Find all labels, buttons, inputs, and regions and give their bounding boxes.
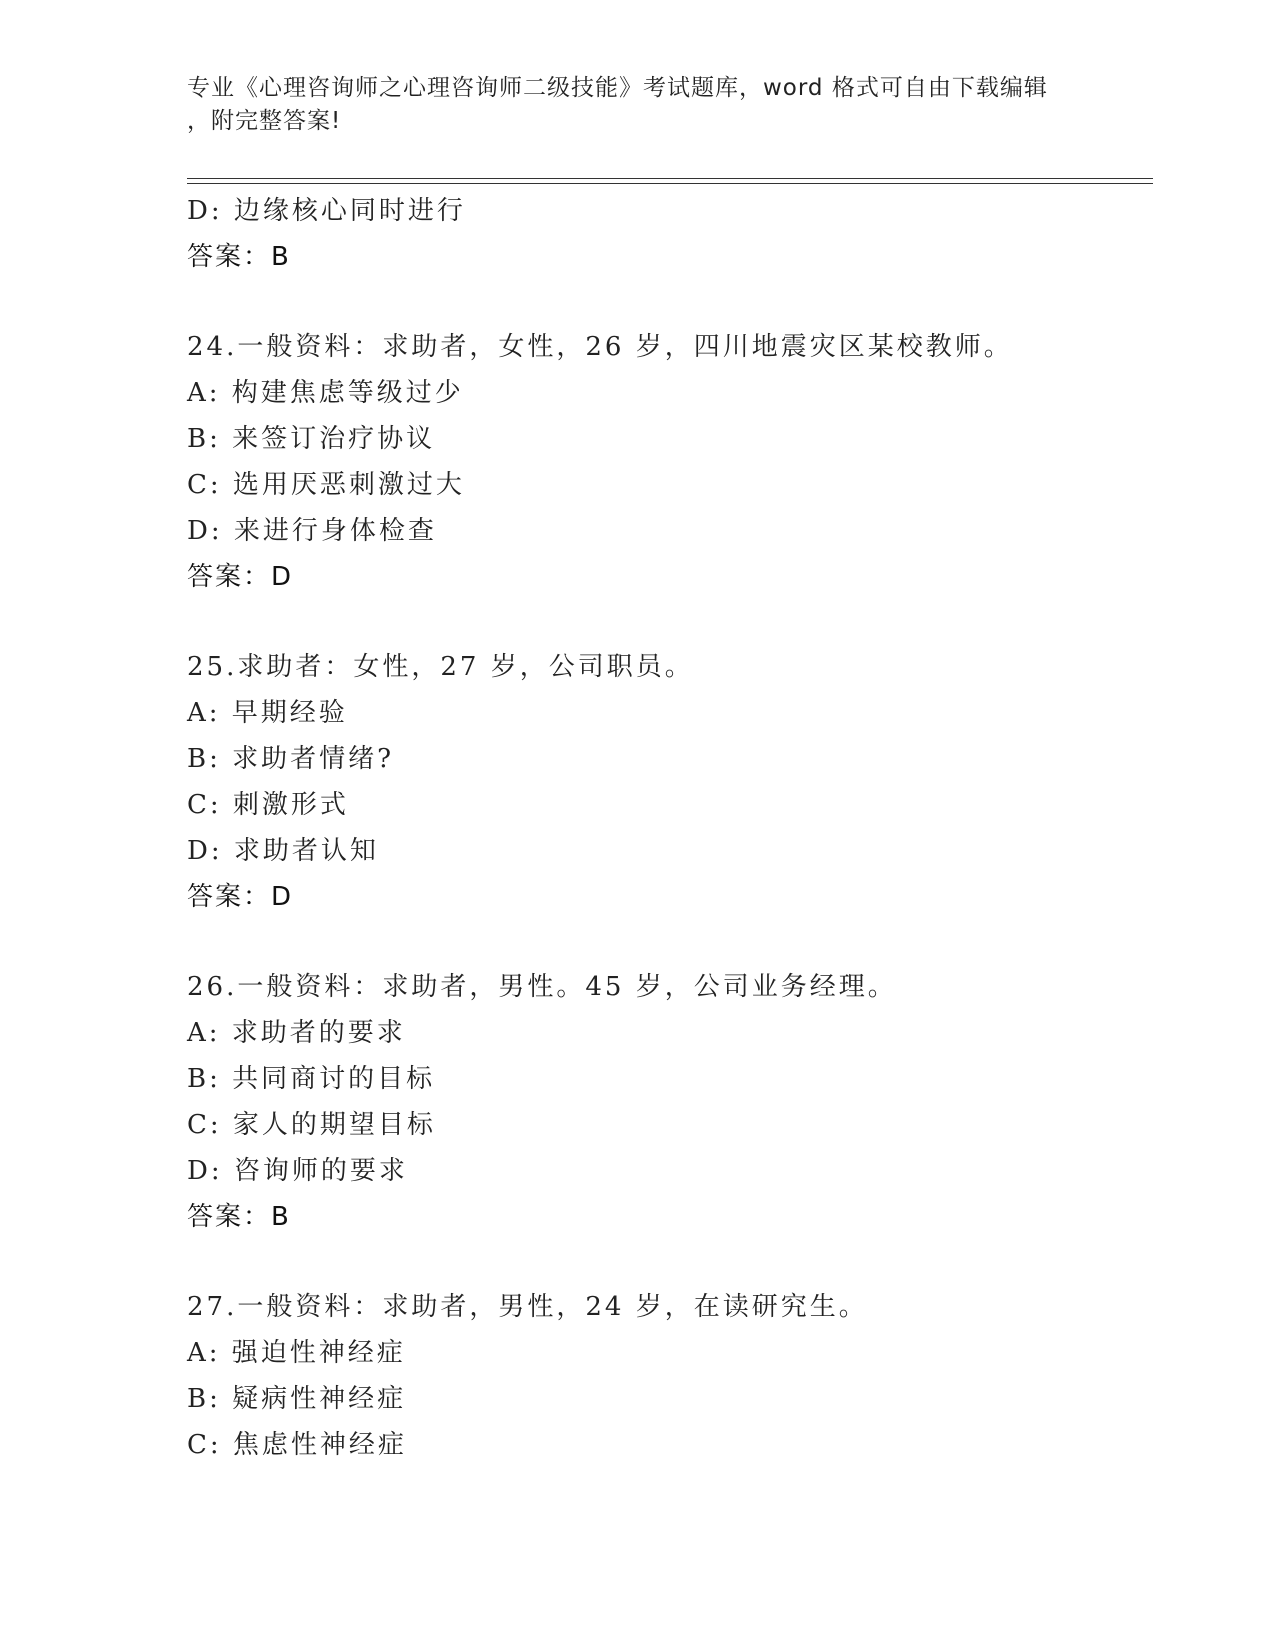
option-a: A: 早期经验 bbox=[187, 698, 348, 728]
option-d: D: 咨询师的要求 bbox=[187, 1156, 408, 1186]
option-c: C: 刺激形式 bbox=[187, 790, 349, 820]
question-stem: 25.求助者：女性，27 岁，公司职员。 bbox=[187, 652, 694, 682]
option-a: A: 求助者的要求 bbox=[187, 1018, 406, 1048]
option-c: C: 焦虑性神经症 bbox=[187, 1430, 407, 1460]
option-a: A: 强迫性神经症 bbox=[187, 1338, 406, 1368]
answer-line: 答案：B bbox=[187, 242, 291, 272]
question-stem: 26.一般资料：求助者，男性。45 岁，公司业务经理。 bbox=[187, 972, 897, 1002]
answer-line: 答案：D bbox=[187, 882, 294, 912]
question-stem: 24.一般资料：求助者，女性，26 岁，四川地震灾区某校教师。 bbox=[187, 332, 1013, 362]
option-d: D: 边缘核心同时进行 bbox=[187, 196, 466, 226]
header-title-line2: ，附完整答案! bbox=[187, 108, 342, 134]
answer-line: 答案：D bbox=[187, 562, 294, 592]
option-d: D: 来进行身体检查 bbox=[187, 516, 437, 546]
question-content bbox=[187, 188, 1127, 1468]
option-b: B: 求助者情绪? bbox=[187, 744, 395, 774]
header-title-line1: 专业《心理咨询师之心理咨询师二级技能》考试题库，word 格式可自由下载编辑 bbox=[187, 75, 1048, 101]
spacer bbox=[187, 1240, 1127, 1284]
question-24 bbox=[187, 324, 1127, 600]
header-rule-top bbox=[187, 178, 1153, 179]
question-26 bbox=[187, 964, 1127, 1240]
option-d: D: 求助者认知 bbox=[187, 836, 379, 866]
question-27 bbox=[187, 1284, 1127, 1468]
option-b: B: 来签订治疗协议 bbox=[187, 424, 436, 454]
option-b: B: 疑病性神经症 bbox=[187, 1384, 407, 1414]
question-stem: 27.一般资料：求助者，男性，24 岁，在读研究生。 bbox=[187, 1292, 868, 1322]
option-a: A: 构建焦虑等级过少 bbox=[187, 378, 464, 408]
option-c: C: 家人的期望目标 bbox=[187, 1110, 436, 1140]
spacer bbox=[187, 920, 1127, 964]
answer-line: 答案：B bbox=[187, 1202, 291, 1232]
option-c: C: 选用厌恶刺激过大 bbox=[187, 470, 465, 500]
question-25 bbox=[187, 644, 1127, 920]
spacer bbox=[187, 600, 1127, 644]
option-b: B: 共同商讨的目标 bbox=[187, 1064, 436, 1094]
spacer bbox=[187, 280, 1127, 324]
header-rule-bottom bbox=[187, 183, 1153, 184]
carryover-block bbox=[187, 188, 1127, 280]
document-header bbox=[187, 72, 1067, 138]
